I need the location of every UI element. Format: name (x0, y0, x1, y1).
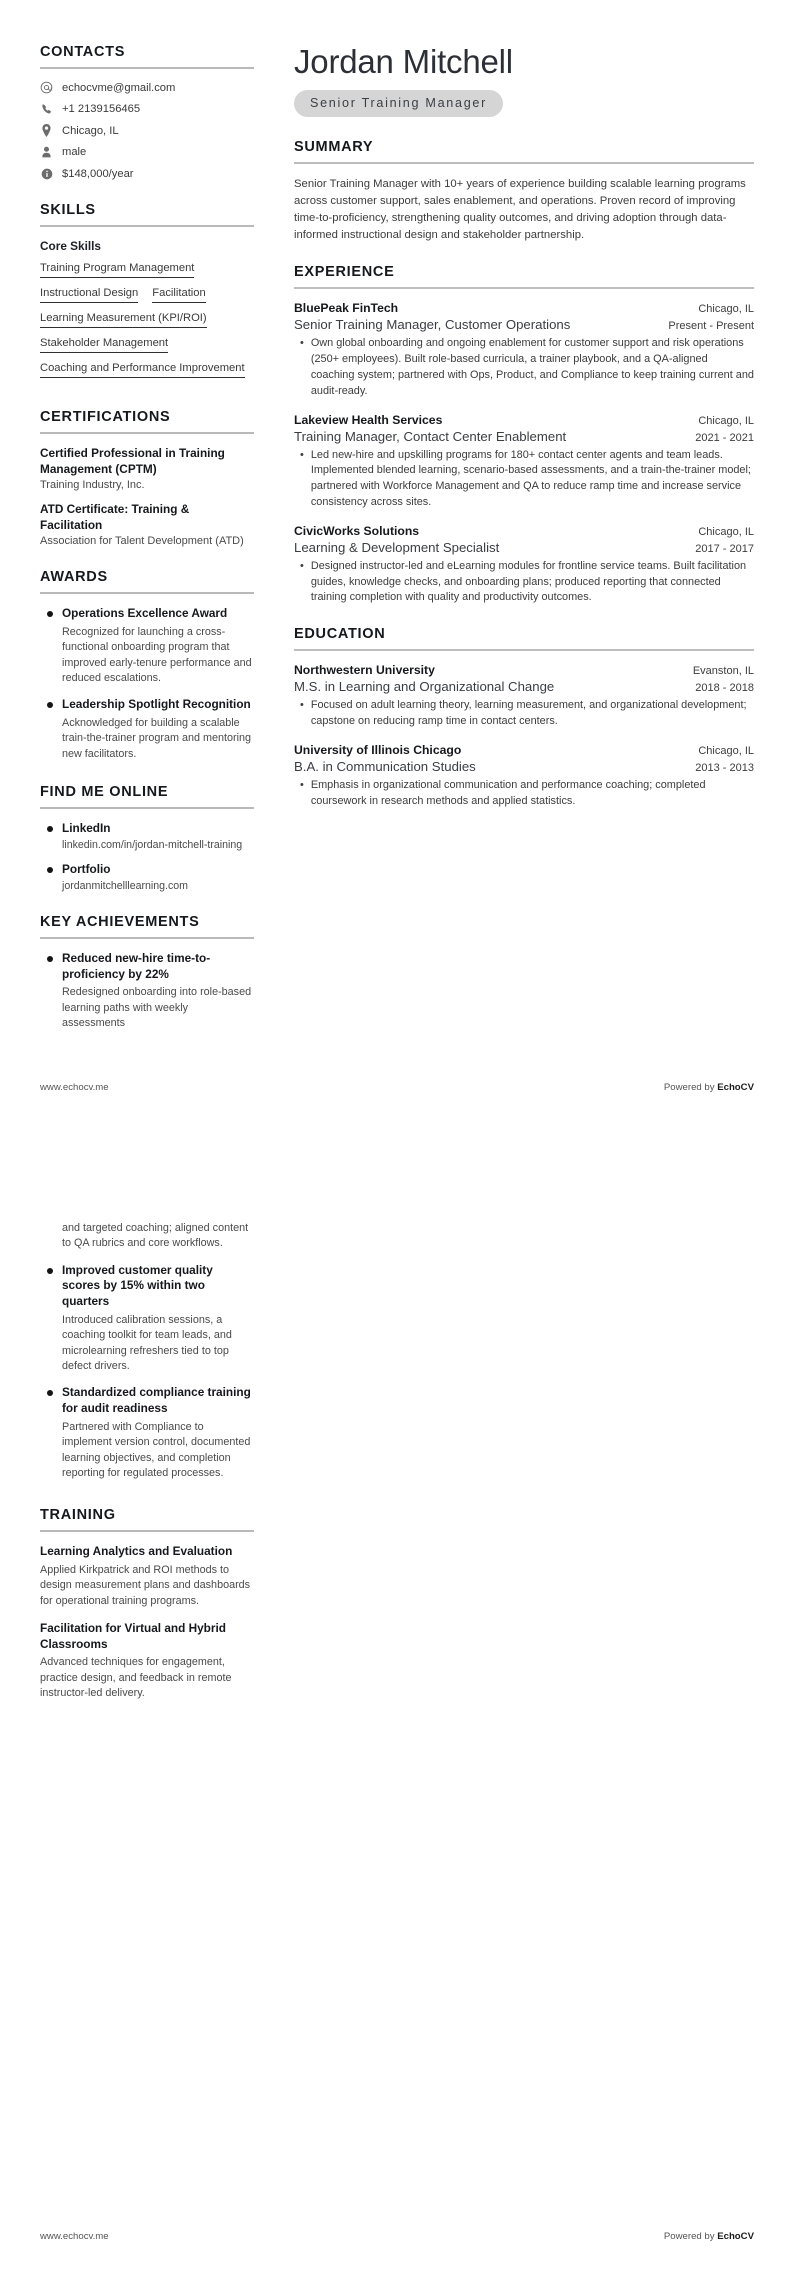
footer-powered-prefix: Powered by (663, 1082, 718, 1093)
experience-heading: EXPERIENCE (294, 264, 395, 281)
experience-bullet-text: Own global onboarding and ongoing enablement for customer support and risk operations (250+ employees). Built role-based curricula, a trainer playbook, and a QA-aligned coaching system; partnered with Ops, Product, and Compliance to keep training current and audit-ready. (310, 337, 754, 397)
contact-location-value: Chicago, IL (62, 124, 119, 137)
online-profile-title: Portfolio (62, 861, 111, 876)
education-dates: 2013 - 2013 (695, 761, 754, 774)
experience-location: Chicago, IL (698, 303, 754, 316)
education-degree: B.A. in Communication Studies (294, 758, 476, 774)
footer-powered-by (664, 1082, 754, 1093)
contact-salary-value: $148,000/year (62, 167, 134, 180)
online-profile-link[interactable]: linkedin.com/in/jordan-mitchell-training (62, 838, 243, 851)
online-profile-link[interactable]: jordanmitchelllearning.com (62, 879, 189, 892)
contact-email (40, 81, 254, 94)
achievement-item (40, 951, 254, 1032)
skill-tag: Coaching and Performance Improvement (40, 362, 245, 378)
section-divider (294, 649, 754, 651)
achievement-item (40, 1263, 254, 1375)
online-profile-item[interactable] (40, 821, 254, 851)
find-me-online-heading: FIND ME ONLINE (40, 784, 169, 801)
bullet-marker-icon: • (300, 778, 304, 791)
bullet-marker-icon: • (300, 699, 304, 712)
bullet-dot-icon (47, 1268, 53, 1274)
education-degree: M.S. in Learning and Organizational Change (294, 679, 555, 695)
footer-powered-prefix: Powered by (663, 2231, 718, 2242)
info-circle-icon (40, 167, 53, 180)
main-column-page-2 (280, 1193, 754, 2272)
section-divider (40, 937, 254, 939)
footer-brand-name: EchoCV (717, 2231, 754, 2242)
education-bullet-text: Emphasis in organizational communication and performance coaching; completed coursework in research methods and applied statistics. (310, 778, 706, 807)
contacts-heading: CONTACTS (40, 44, 126, 60)
location-pin-icon (40, 124, 53, 137)
section-divider (40, 592, 254, 594)
section-divider (40, 1530, 254, 1532)
bullet-dot-icon (47, 1390, 53, 1396)
skills-group-title: Core Skills (40, 239, 101, 253)
skill-tag: Instructional Design (40, 287, 138, 303)
bullet-dot-icon (47, 956, 53, 962)
education-location: Evanston, IL (692, 665, 754, 678)
award-item (40, 697, 254, 762)
training-description: Applied Kirkpatrick and ROI methods to design measurement plans and dashboards for operational training programs. (40, 1563, 251, 1607)
achievement-title: Improved customer quality scores by 15% within two quarters (62, 1262, 213, 1309)
at-icon (40, 81, 53, 94)
contacts-section (40, 44, 254, 180)
training-section (40, 1507, 254, 1701)
footer-website[interactable]: www.echocv.me (40, 1082, 109, 1093)
summary-section (294, 139, 754, 245)
contact-phone-value: +1 2139156465 (62, 103, 141, 115)
candidate-title-badge: Senior Training Manager (294, 90, 503, 117)
achievement-item (40, 1385, 254, 1481)
training-name: Learning Analytics and Evaluation (40, 1544, 233, 1559)
awards-section (40, 569, 254, 762)
achievement-description: Introduced calibration sessions, a coaching toolkit for team leads, and microlearning refreshers tied to top defect drivers. (62, 1314, 232, 1373)
award-title: Operations Excellence Award (62, 606, 228, 621)
contact-phone (40, 103, 254, 116)
awards-heading: AWARDS (40, 569, 108, 586)
skill-tag-list (40, 262, 254, 387)
section-divider (40, 225, 254, 227)
certification-org: Training Industry, Inc. (40, 479, 145, 492)
section-divider (294, 287, 754, 289)
contact-gender (40, 146, 254, 159)
phone-icon (40, 103, 53, 116)
education-bullet (295, 778, 754, 810)
training-description: Advanced techniques for engagement, practice design, and feedback in remote instructor-led delivery. (40, 1656, 232, 1699)
experience-dates: 2021 - 2021 (695, 431, 754, 444)
candidate-name: Jordan Mitchell (294, 43, 513, 80)
experience-company: CivicWorks Solutions (294, 523, 420, 538)
page-footer (40, 2231, 754, 2242)
resume-page-1 (0, 0, 794, 1123)
experience-entry (294, 301, 754, 399)
experience-entry (294, 413, 754, 511)
experience-location: Chicago, IL (698, 414, 754, 427)
main-column (280, 44, 754, 1123)
footer-website[interactable]: www.echocv.me (40, 2231, 109, 2242)
education-school: Northwestern University (294, 663, 435, 678)
award-description: Recognized for launching a cross-functional onboarding program that improved early-tenure performance and reduced escalations. (62, 626, 252, 685)
footer-powered-by (664, 2231, 754, 2242)
sidebar (40, 44, 280, 1123)
skill-tag: Learning Measurement (KPI/ROI) (40, 312, 207, 328)
contact-gender-value: male (62, 146, 87, 158)
education-bullet (295, 698, 754, 730)
contact-email-value: echocvme@gmail.com (62, 81, 176, 94)
skill-tag: Training Program Management (40, 262, 194, 278)
online-profile-item[interactable] (40, 862, 254, 892)
contact-salary (40, 167, 254, 180)
section-divider (40, 807, 254, 809)
certification-item (40, 502, 254, 547)
bullet-dot-icon (47, 867, 53, 873)
online-profile-title: LinkedIn (62, 821, 111, 836)
bullet-dot-icon (47, 611, 53, 617)
page-break-gap (0, 1123, 794, 1149)
experience-role: Senior Training Manager, Customer Operations (294, 317, 571, 333)
key-achievements-continued-section (40, 1221, 254, 1481)
bullet-marker-icon: • (300, 448, 304, 461)
training-heading: TRAINING (40, 1507, 116, 1524)
summary-text: Senior Training Manager with 10+ years of experience building scalable learning programs across customer support, sales enablement, and operations. Proven record of improving time-to-proficiency, strengthening quality outcomes, and driving adoption through data-informed instructional design and stakeholder partnership. (294, 177, 746, 242)
training-item (40, 1544, 254, 1609)
certification-name: ATD Certificate: Training & Facilitation (40, 502, 190, 532)
resume-page-2 (0, 1149, 794, 2272)
bullet-dot-icon (47, 826, 53, 832)
education-entry (294, 663, 754, 730)
award-title: Leadership Spotlight Recognition (62, 697, 251, 712)
certification-item (40, 446, 254, 491)
award-description: Acknowledged for building a scalable train-the-trainer program and mentoring new facilitators. (62, 717, 252, 760)
certifications-heading: CERTIFICATIONS (40, 409, 171, 425)
training-item (40, 1621, 254, 1701)
education-school: University of Illinois Chicago (294, 742, 462, 757)
education-bullet-text: Focused on adult learning theory, learning measurement, and organizational development; capstone on reducing ramp time in contact centers. (310, 699, 747, 727)
person-icon (40, 146, 53, 159)
education-section (294, 626, 754, 809)
experience-location: Chicago, IL (698, 525, 754, 538)
achievement-continued-text: and targeted coaching; aligned content to QA rubrics and core workflows. (62, 1222, 249, 1250)
training-name: Facilitation for Virtual and Hybrid Classrooms (40, 1620, 226, 1651)
certification-name: Certified Professional in Training Management (CPTM) (40, 446, 225, 476)
skills-section (40, 202, 254, 387)
experience-bullet (295, 336, 754, 399)
experience-bullet (295, 559, 754, 606)
achievement-title: Reduced new-hire time-to-proficiency by 22% (62, 950, 211, 981)
bullet-dot-icon (47, 702, 53, 708)
footer-brand-name: EchoCV (717, 1082, 754, 1093)
certifications-section (40, 409, 254, 547)
contact-location (40, 124, 254, 137)
bullet-marker-icon: • (300, 337, 304, 350)
summary-heading: SUMMARY (294, 138, 374, 155)
experience-role: Learning & Development Specialist (294, 539, 500, 555)
experience-section (294, 264, 754, 606)
sidebar-page-2 (40, 1193, 280, 2272)
section-divider (40, 432, 254, 434)
certification-org: Association for Talent Development (ATD) (40, 535, 244, 548)
experience-bullet (295, 448, 754, 511)
education-location: Chicago, IL (698, 744, 754, 757)
section-divider (40, 67, 254, 69)
page-footer (40, 1082, 754, 1093)
education-heading: EDUCATION (294, 626, 386, 643)
experience-bullet-text: Led new-hire and upskilling programs for 180+ contact center agents and team leads. Implemented blended learning, scenario-based assessments, and a train-the-trainer model; partnered with Workforce Management and QA to reduce ramp time and increase service consistency across sites. (310, 448, 751, 508)
experience-entry (294, 524, 754, 606)
experience-dates: 2017 - 2017 (695, 542, 754, 555)
skill-tag: Facilitation (152, 287, 205, 303)
award-item (40, 606, 254, 686)
key-achievements-heading: KEY ACHIEVEMENTS (40, 913, 200, 930)
find-me-online-section (40, 784, 254, 892)
skills-heading: SKILLS (40, 202, 96, 218)
experience-bullet-text: Designed instructor-led and eLearning modules for frontline service teams. Built facilitation guides, knowledge checks, and onboarding plans; produced reporting that connected training completion with quality and productivity outcomes. (310, 559, 747, 604)
skill-tag: Stakeholder Management (40, 337, 168, 353)
section-divider (294, 162, 754, 164)
education-entry (294, 743, 754, 810)
experience-role: Training Manager, Contact Center Enablement (294, 428, 567, 444)
achievement-title: Standardized compliance training for audit readiness (62, 1385, 251, 1416)
experience-company: BluePeak FinTech (294, 301, 399, 316)
key-achievements-section (40, 914, 254, 1032)
experience-company: Lakeview Health Services (294, 412, 443, 427)
bullet-marker-icon: • (300, 559, 304, 572)
experience-dates: Present - Present (668, 320, 754, 333)
achievement-continued (40, 1221, 254, 1252)
achievement-description: Redesigned onboarding into role-based learning paths with weekly assessments (62, 986, 252, 1029)
education-dates: 2018 - 2018 (695, 682, 754, 695)
achievement-description: Partnered with Compliance to implement version control, documented learning objectives, and completion reporting for regulated processes. (62, 1420, 251, 1479)
